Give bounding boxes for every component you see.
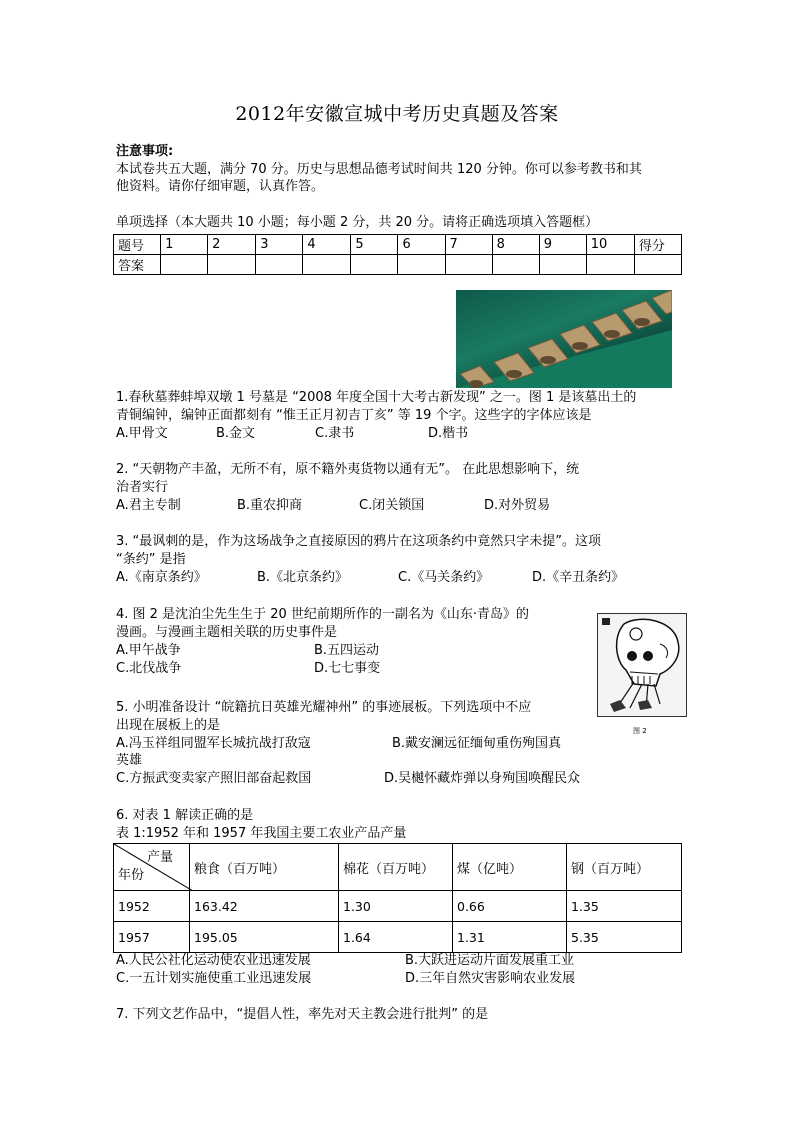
question-5-option-b-continued: 英雄 [116, 753, 143, 768]
notice-line-1: 本试卷共五大题，满分 70 分。历史与思想品德考试时间共 120 分钟。你可以参考教书和其 [116, 162, 642, 177]
table-1-cell: 1.64 [339, 922, 453, 953]
answer-cell[interactable] [539, 255, 586, 275]
answer-cell[interactable] [351, 255, 398, 275]
question-2-option-a[interactable]: A.君主专制 [116, 498, 181, 513]
table-1-cell: 1952 [114, 891, 190, 922]
question-2-option-b[interactable]: B.重农抑商 [237, 498, 303, 513]
answer-cell[interactable] [492, 255, 539, 275]
question-number: 9 [539, 235, 586, 255]
question-2-line-2: 治者实行 [116, 480, 169, 495]
question-number: 6 [398, 235, 445, 255]
table-1-row [114, 891, 682, 922]
question-3-line-2: “条约” 是指 [116, 552, 186, 567]
skull-cartoon-illustration [598, 614, 686, 716]
question-3-option-d[interactable]: D.《辛丑条约》 [532, 570, 625, 585]
table-1-cell: 1.31 [453, 922, 567, 953]
figure-2-cartoon-image [597, 613, 687, 717]
question-number: 4 [303, 235, 351, 255]
question-4-option-a[interactable]: A.甲午战争 [116, 643, 181, 658]
table-1-cell: 1957 [114, 922, 190, 953]
question-5-option-b[interactable]: B.戴安澜远征缅甸重伤殉国真 [392, 736, 562, 751]
question-1-option-a[interactable]: A.甲骨文 [116, 426, 168, 441]
answer-cell[interactable] [161, 255, 208, 275]
table-1-cell: 0.66 [453, 891, 567, 922]
question-6-option-c[interactable]: C.一五计划实施使重工业迅速发展 [116, 971, 312, 986]
answer-cell[interactable] [398, 255, 445, 275]
question-1-option-b[interactable]: B.金文 [216, 426, 256, 441]
table-1-cell: 163.42 [190, 891, 339, 922]
answer-cell[interactable] [208, 255, 256, 275]
question-number: 10 [586, 235, 634, 255]
question-1-line-1: 1.春秋墓葬蚌埠双墩 1 号墓是 “2008 年度全国十大考古新发现” 之一。图 1 是该墓出土的 [116, 390, 637, 405]
question-2-option-d[interactable]: D.对外贸易 [484, 498, 551, 513]
question-number: 2 [208, 235, 256, 255]
question-5-line-1: 5. 小明准备设计 “皖籍抗日英雄光耀神州” 的事迹展板。下列选项中不应 [116, 700, 532, 715]
answer-grid-answer-row [114, 255, 682, 275]
table-1-caption: 表 1:1952 年和 1957 年我国主要工农业产品产量 [116, 826, 407, 841]
corner-bottom-label: 年份 [118, 868, 145, 883]
table-1-corner-cell [114, 844, 190, 891]
table-1-header: 钢（百万吨） [567, 844, 682, 891]
answer-cell[interactable] [445, 255, 492, 275]
row-label: 题号 [114, 235, 161, 255]
question-number: 1 [161, 235, 208, 255]
question-5-option-c[interactable]: C.方振武变卖家产照旧部奋起救国 [116, 771, 312, 786]
corner-top-label: 产量 [146, 850, 173, 865]
figure-2-caption: 图 2 [633, 727, 647, 735]
notice-line-2: 他资料。请你仔细审题，认真作答。 [116, 179, 325, 194]
table-1-cell: 1.30 [339, 891, 453, 922]
section-heading: 单项选择（本大题共 10 小题；每小题 2 分，共 20 分。请将正确选项填入答题框） [116, 215, 599, 230]
question-4-line-2: 漫画。与漫画主题相关联的历史事件是 [116, 625, 338, 640]
question-3-line-1: 3. “最讽刺的是，作为这场战争之直接原因的鸦片在这项条约中竟然只字未提”。这项 [116, 534, 602, 549]
answer-cell[interactable] [303, 255, 351, 275]
question-3-option-a[interactable]: A.《南京条约》 [116, 570, 207, 585]
question-4-option-c[interactable]: C.北伐战争 [116, 661, 182, 676]
answer-cell[interactable] [586, 255, 634, 275]
table-1-header: 煤（亿吨） [453, 844, 567, 891]
question-2-line-1: 2. “天朝物产丰盈，无所不有，原不籍外夷货物以通有无”。 在此思想影响下，统 [116, 462, 580, 477]
question-5-option-d[interactable]: D.吴樾怀藏炸弹以身殉国唤醒民众 [384, 771, 581, 786]
notice-heading: 注意事项: [116, 144, 174, 159]
table-1-header: 棉花（百万吨） [339, 844, 453, 891]
question-4-option-b[interactable]: B.五四运动 [314, 643, 380, 658]
question-number: 8 [492, 235, 539, 255]
question-number: 5 [351, 235, 398, 255]
question-1-line-2: 青铜编钟，编钟正面都刻有 “惟王正月初吉丁亥” 等 19 个字。这些字的字体应该是 [116, 408, 592, 423]
table-1 [113, 843, 682, 953]
answer-cell[interactable] [256, 255, 303, 275]
question-3-option-c[interactable]: C.《马关条约》 [398, 570, 490, 585]
table-1-cell: 5.35 [567, 922, 682, 953]
table-1-cell: 1.35 [567, 891, 682, 922]
question-5-line-2: 出现在展板上的是 [116, 718, 221, 733]
question-number: 7 [445, 235, 492, 255]
question-6-option-b[interactable]: B.大跃进运动片面发展重工业 [405, 953, 575, 968]
question-5-option-a[interactable]: A.冯玉祥组同盟军长城抗战打敌寇 [116, 736, 311, 751]
score-label: 得分 [634, 235, 681, 255]
table-1-header: 粮食（百万吨） [190, 844, 339, 891]
question-6-option-a[interactable]: A.人民公社化运动使农业迅速发展 [116, 953, 311, 968]
question-3-option-b[interactable]: B.《北京条约》 [257, 570, 349, 585]
question-4-option-d[interactable]: D.七七事变 [314, 661, 381, 676]
table-1-header-row [114, 844, 682, 891]
table-1-cell: 195.05 [190, 922, 339, 953]
answer-grid-number-row [114, 235, 682, 255]
question-4-line-1: 4. 图 2 是沈泊尘先生生于 20 世纪前期所作的一副名为《山东·青岛》的 [116, 607, 530, 622]
figure-1-bronze-bells-image [456, 290, 672, 388]
question-2-option-c[interactable]: C.闭关锁国 [359, 498, 425, 513]
question-6-option-d[interactable]: D.三年自然灾害影响农业发展 [405, 971, 576, 986]
question-number: 3 [256, 235, 303, 255]
question-7-line-1: 7. 下列文艺作品中，“提倡人性，率先对天主教会进行批判” 的是 [116, 1007, 489, 1022]
question-6-line-1: 6. 对表 1 解读正确的是 [116, 808, 254, 823]
question-1-option-c[interactable]: C.隶书 [315, 426, 355, 441]
score-cell[interactable] [634, 255, 681, 275]
question-1-option-d[interactable]: D.楷书 [428, 426, 469, 441]
row-label: 答案 [114, 255, 161, 275]
answer-grid [113, 234, 682, 275]
bronze-bells-illustration [456, 290, 672, 388]
table-1-row [114, 922, 682, 953]
page-title: 2012年安徽宣城中考历史真题及答案 [235, 103, 559, 125]
